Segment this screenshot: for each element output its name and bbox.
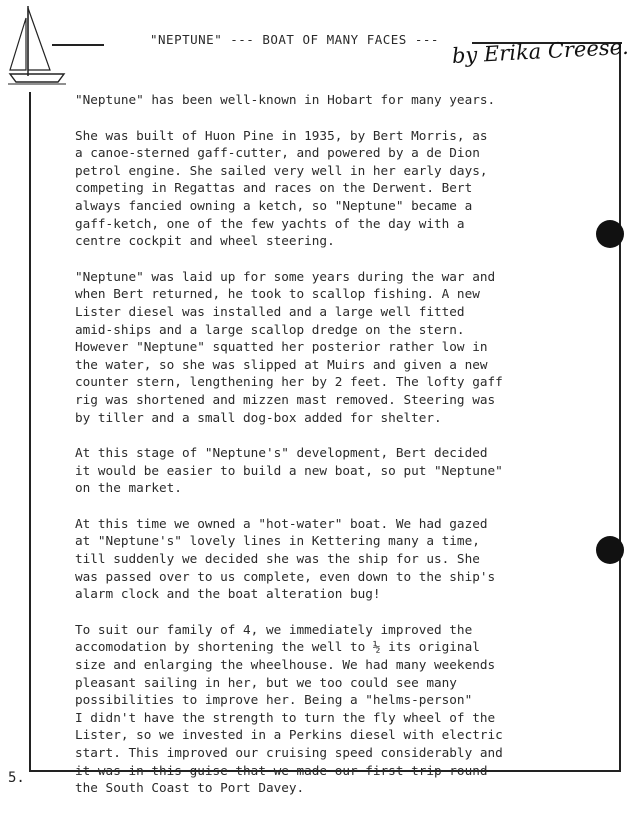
article-title: "NEPTUNE" --- BOAT OF MANY FACES --- [150,32,439,47]
frame-top-left-rule [52,44,104,46]
author-byline: by Erika Creese. [451,34,629,68]
paragraph-intro: "Neptune" has been well-known in Hobart for many years. [75,92,496,107]
paragraph-purchase: At this time we owned a "hot-water" boat. We had gazed at "Neptune's" lovely lines in Kettering many a time, till suddenly we decided she was the ship for us. She was passed over to us complete, even down to the ship's alarm clock and the boat alteration bug! [75,515,496,602]
paragraph-scallop-fishing: "Neptune" was laid up for some years during the war and when Bert returned, he took to scallop fishing. A new Lister diesel was installed and a large well fitted amid-ships and a large scallop dredge on the stern. However "Neptune" squatted her posterior rather low in the water, so she was slipped at Muirs and given a new counter stern, lengthening her by 2 feet. The lofty gaff rig was shortened and mizzen mast removed. Steering was by tiller and a small dog-box added for shelter. [75,268,503,425]
frame-right-rule [619,42,621,772]
paragraph-improvements: To suit our family of 4, we immediately improved the accomodation by shortening the well to ½ its original size and enlarging the wheelhouse. We had many weekends pleasant sailing in her, but we too could see many possibilities to improve her. Being a "helms-person" I didn't have the strength to turn the fly wheel of the Lister, so we invested in a Perkins diesel with electric start. This improved our cruising speed considerably and it was in this guise that we made our first trip round the South Coast to Port Davey. [75,621,503,796]
binder-hole [596,220,624,248]
frame-left-rule [29,92,31,772]
paragraph-for-sale: At this stage of "Neptune's" development, Bert decided it would be easier to build a new boat, so put "Neptune" on the market. [75,445,503,496]
article-body [75,91,585,815]
paragraph-history: She was built of Huon Pine in 1935, by Bert Morris, as a canoe-sterned gaff-cutter, and powered by a de Dion petrol engine. She sailed very well in her early days, competing in Regattas and races on the Derwent. Bert always fancied owning a ketch, so "Neptune" became a gaff-ketch, one of the few yachts of the day with a centre cockpit and wheel steering. [75,127,488,249]
page-number: 5. [8,770,25,786]
binder-hole [596,536,624,564]
